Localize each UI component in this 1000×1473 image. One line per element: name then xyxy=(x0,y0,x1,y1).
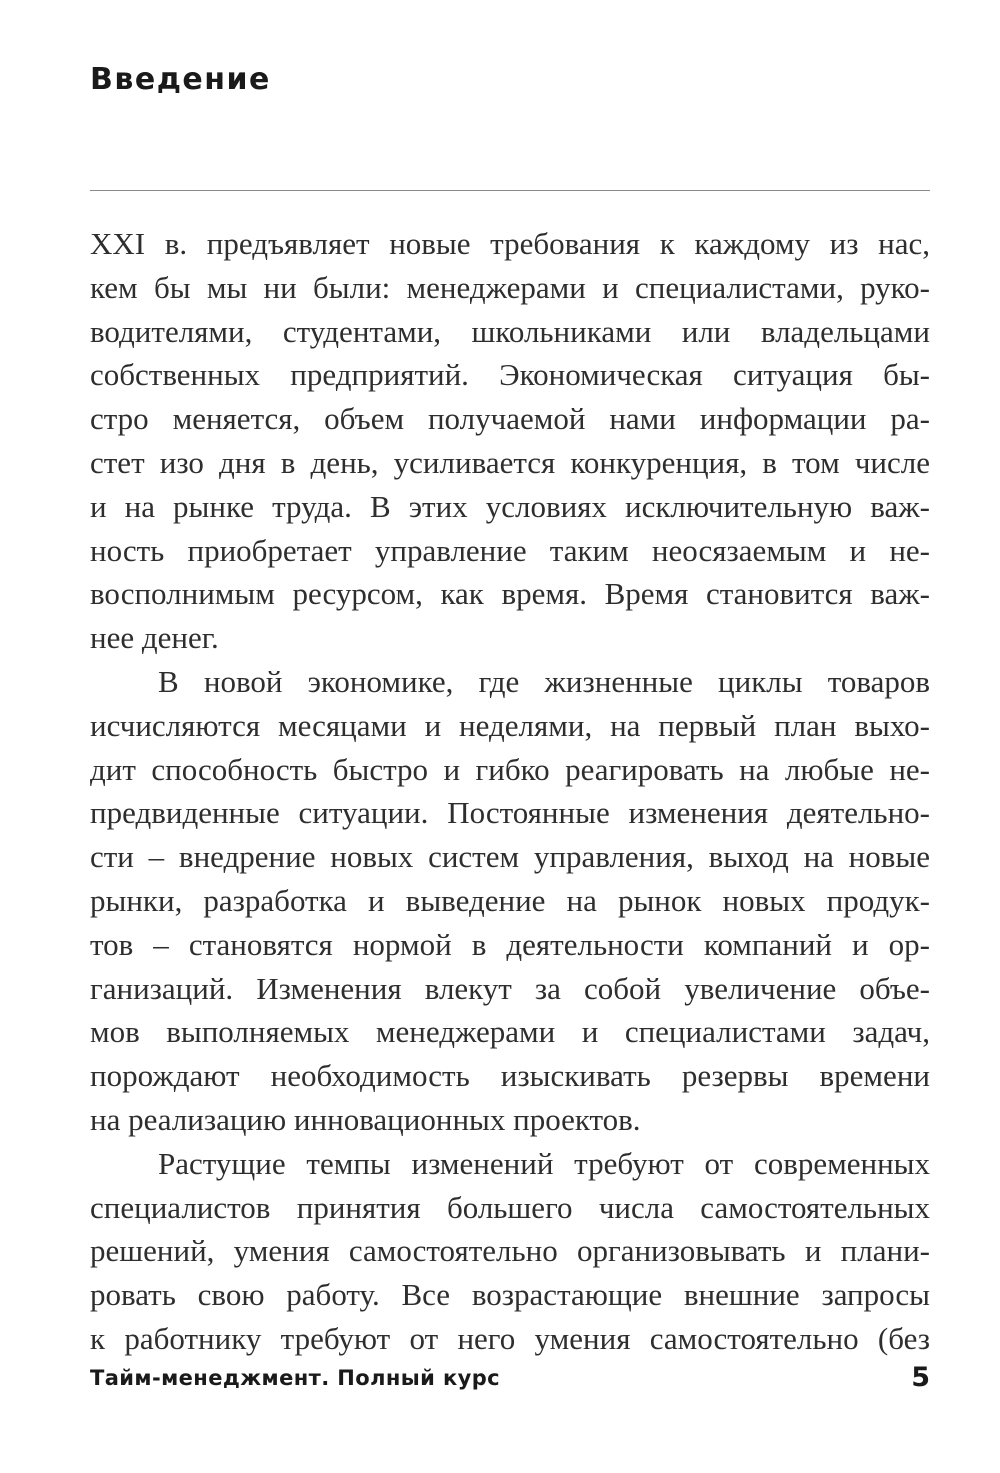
page-footer xyxy=(90,1362,930,1398)
text-line: специалистов принятия большего числа самостоятельных xyxy=(90,1189,930,1225)
text-line: на реализацию инновационных проектов. xyxy=(90,1101,641,1137)
text-line: Растущие темпы изменений требуют от современных xyxy=(158,1145,930,1181)
text-line: собственных предприятий. Экономическая ситуация бы- xyxy=(90,357,930,393)
text-line: кем бы мы ни были: менеджерами и специалистами, руко- xyxy=(90,269,930,305)
text-line: ровать свою работу. Все возрастающие внешние запросы xyxy=(90,1277,930,1313)
paragraph-2 xyxy=(90,660,930,1142)
book-title: Тайм-менеджмент. Полный курс xyxy=(90,1366,501,1390)
text-line: ганизаций. Изменения влекут за собой увеличение объе- xyxy=(90,970,930,1006)
text-line: решений, умения самостоятельно организовывать и плани- xyxy=(90,1233,930,1269)
text-line: рынки, разработка и выведение на рынок новых продук- xyxy=(90,882,930,918)
text-line: дит способность быстро и гибко реагировать на любые не- xyxy=(90,751,930,787)
text-line: восполнимым ресурсом, как время. Время становится важ- xyxy=(90,576,930,612)
paragraph-1 xyxy=(90,222,930,660)
chapter-title: Введение xyxy=(90,62,271,97)
text-line: исчисляются месяцами и неделями, на первый план выхо- xyxy=(90,707,930,743)
text-line: сти – внедрение новых систем управления, выход на новые xyxy=(90,839,930,875)
paragraph-3 xyxy=(90,1142,930,1361)
text-line: к работнику требуют от него умения самостоятельно (без xyxy=(90,1320,930,1356)
text-line: В новой экономике, где жизненные циклы товаров xyxy=(158,663,930,699)
text-line: порождают необходимость изыскивать резервы времени xyxy=(90,1058,930,1094)
text-line: нее денег. xyxy=(90,620,219,656)
text-line: мов выполняемых менеджерами и специалистами задач, xyxy=(90,1014,930,1050)
text-line: и на рынке труда. В этих условиях исключительную важ- xyxy=(90,488,930,524)
body-text xyxy=(90,222,930,1361)
text-line: тов – становятся нормой в деятельности компаний и ор- xyxy=(90,926,930,962)
text-line: стет изо дня в день, усиливается конкуренция, в том числе xyxy=(90,444,930,480)
title-divider xyxy=(90,190,930,191)
text-line: XXI в. предъявляет новые требования к каждому из нас, xyxy=(90,226,930,261)
page-number: 5 xyxy=(911,1362,930,1393)
text-line: стро меняется, объем получаемой нами информации ра- xyxy=(90,401,930,437)
text-line: ность приобретает управление таким неосязаемым и не- xyxy=(90,532,930,568)
text-line: предвиденные ситуации. Постоянные изменения деятельно- xyxy=(90,795,930,831)
text-line: водителями, студентами, школьниками или владельцами xyxy=(90,313,930,349)
